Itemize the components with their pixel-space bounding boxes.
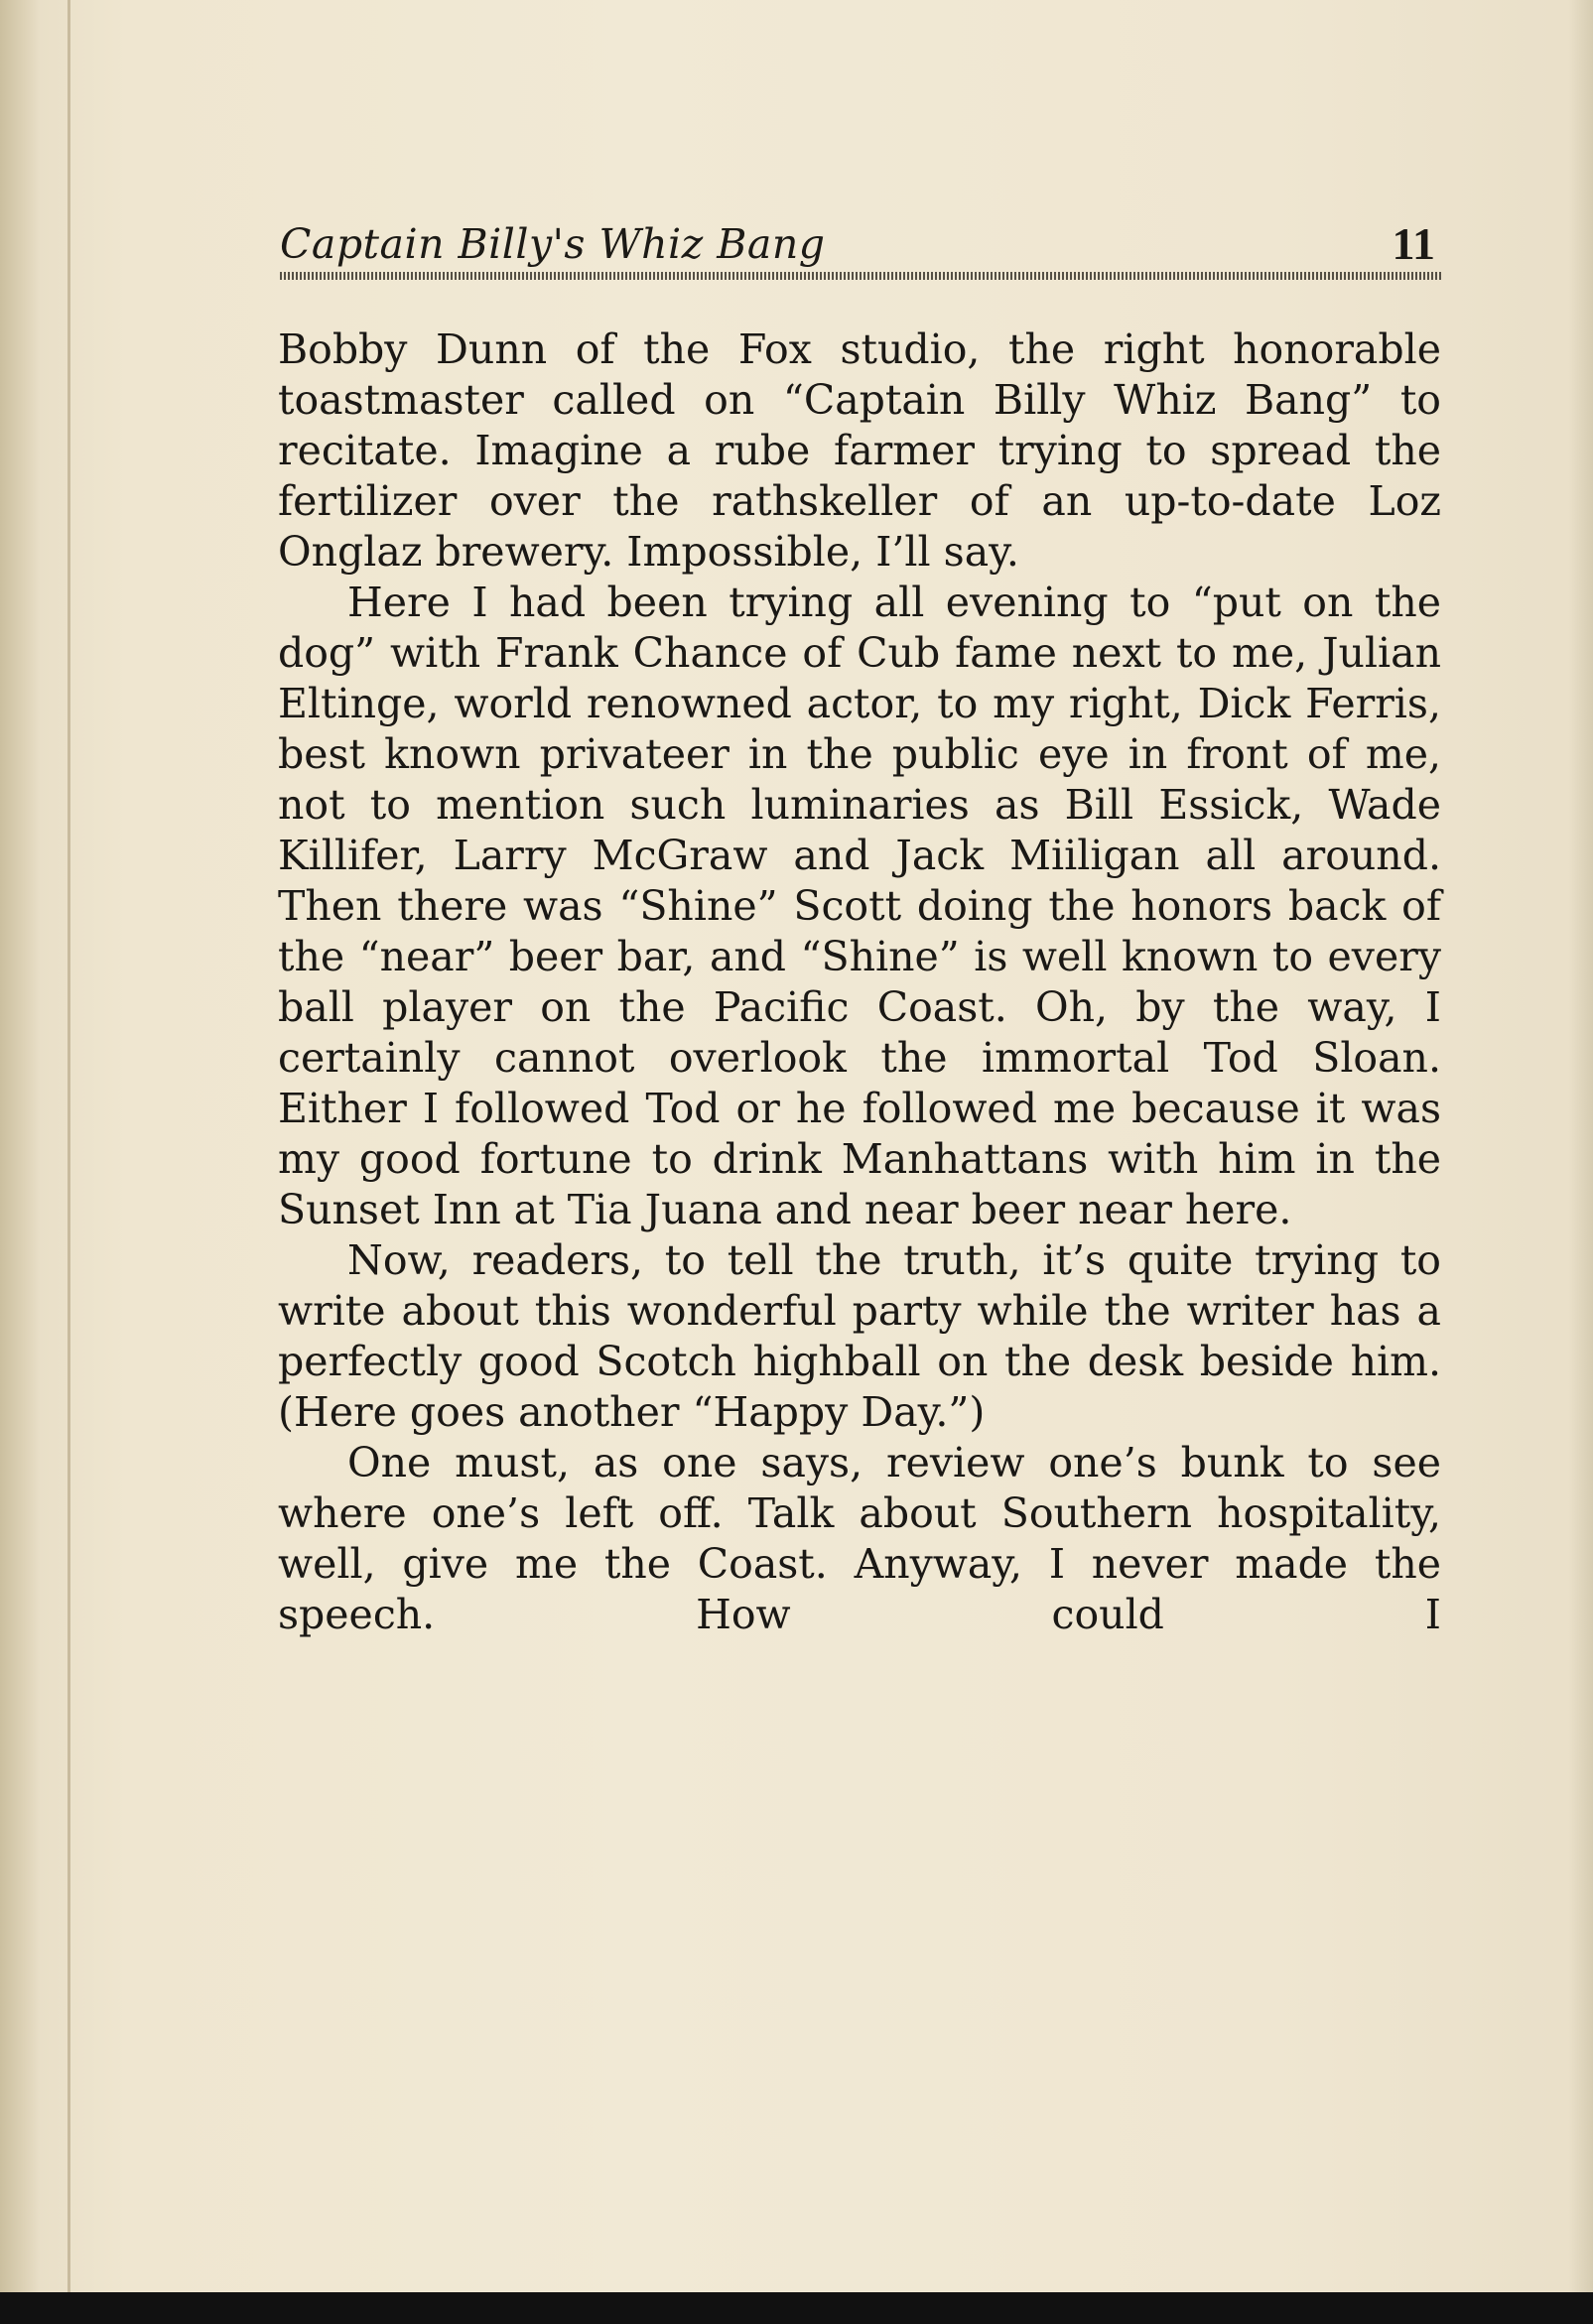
paragraph: One must, as one says, review one’s bunk to see where one’s left off. Talk about Southern hospitality, well, give me the Coast. Anyway, I never made the speech. How could I (278, 1439, 1441, 1638)
page-edge (1569, 0, 1593, 2324)
header-rule (280, 272, 1443, 280)
body-text (278, 324, 1441, 1640)
scan-bottom-edge (0, 2292, 1593, 2324)
page-number: 11 (1392, 218, 1435, 269)
page-fold-line (67, 0, 70, 2324)
running-title: Captain Billy's Whiz Bang (280, 220, 826, 268)
page-header (280, 208, 1443, 280)
paragraph: Now, readers, to tell the truth, it’s quite trying to write about this wonderful party while the writer has a perfectly good Scotch highball on the desk beside him. (Here goes another “Happy Day.”) (278, 1236, 1441, 1436)
spine-shadow (0, 0, 40, 2324)
paragraph: Bobby Dunn of the Fox studio, the right honorable toastmaster called on “Captain Billy Whiz Bang” to recitate. Imagine a rube farmer trying to spread the fertilizer over the rathskeller of an up-to-date Loz Onglaz brewery. Impossible, I’ll say. (278, 325, 1441, 576)
paragraph: Here I had been trying all evening to “put on the dog” with Frank Chance of Cub fame next to me, Julian Eltinge, world renowned actor, to my right, Dick Ferris, best known privateer in the public eye in front of me, not to mention such luminaries as Bill Essick, Wade Killifer, Larry McGraw and Jack Miiligan all around. Then there was “Shine” Scott doing the honors back of the “near” beer bar, and “Shine” is well known to every ball player on the Pacific Coast. Oh, by the way, I certainly cannot overlook the immortal Tod Sloan. Either I followed Tod or he followed me because it was my good fortune to drink Manhattans with him in the Sunset Inn at Tia Juana and near beer near here. (278, 579, 1441, 1233)
